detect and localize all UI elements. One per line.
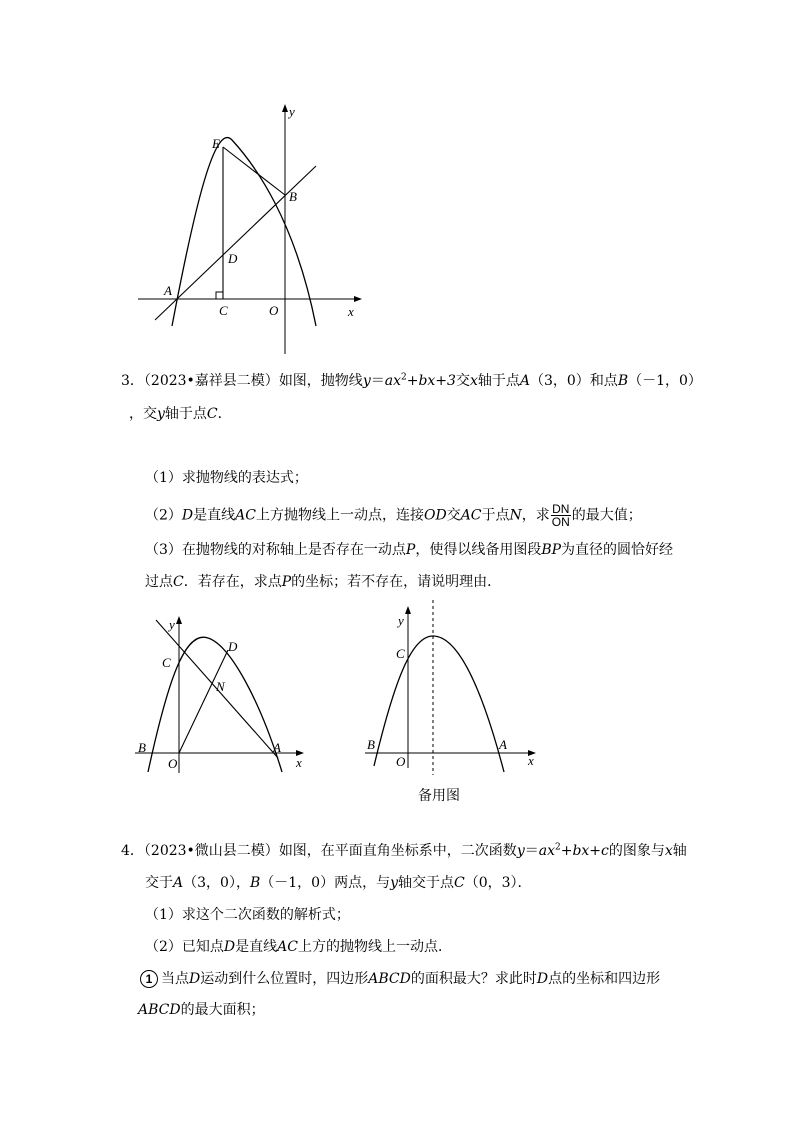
- figure-3-backup-diagram: [360, 598, 545, 775]
- problem-4-line-1: 4．（2023•微山县二模）如图，在平面直角坐标系中，二次函数$y=ax^2+bx+c$的图象与x轴: [121, 842, 687, 859]
- problem-3-question-2: （2）D是直线AC上方抛物线上一动点，连接OD交AC于点N，求 $\frac{DN}{ON}$ 的最大值；: [145, 502, 642, 529]
- y-axis-arrow: [176, 616, 182, 624]
- label-A: A: [499, 737, 507, 752]
- label-C: C: [162, 655, 171, 670]
- x-axis-arrow: [354, 296, 362, 302]
- parabola-curve: [172, 138, 316, 326]
- problem-3-question-1: （1）求抛物线的表达式；: [145, 470, 308, 486]
- label-y: y: [398, 613, 404, 628]
- problem-3-source: （2023•嘉祥县二模）: [143, 373, 279, 389]
- label-x: x: [348, 304, 354, 319]
- label-A: A: [273, 740, 281, 755]
- problem-4-question-1: （1）求这个二次函数的解析式；: [145, 907, 350, 923]
- label-O: O: [168, 756, 178, 771]
- label-y: y: [169, 617, 175, 632]
- problem-4-number: 4．: [121, 843, 144, 859]
- circled-number-1: 1: [140, 970, 158, 988]
- label-B: B: [289, 189, 297, 204]
- segment-OD: [179, 650, 228, 753]
- label-C: C: [396, 646, 405, 661]
- figure-1-parabola: [130, 100, 370, 360]
- problem-3-line-2: ，交y轴于点C．: [129, 406, 232, 422]
- right-angle-mark: [216, 292, 223, 299]
- parabola-curve: [374, 636, 504, 772]
- segment-EB: [223, 147, 285, 195]
- problem-4-line-2: 交于A（3，0），B（－1，0）两点，与y轴交于点C（0，3）．: [145, 875, 532, 891]
- label-D: D: [228, 251, 238, 266]
- y-axis-arrow: [282, 104, 288, 112]
- problem-3-number: 3．: [121, 373, 144, 389]
- problem-3-line-1: 3．（2023•嘉祥县二模）如图，抛物线$y=ax^2+bx+3$交x轴于点A（3，0）和点B（－1，0）: [121, 372, 702, 389]
- label-C: C: [219, 303, 228, 318]
- label-B: B: [367, 737, 375, 752]
- label-x: x: [296, 755, 302, 770]
- label-x: x: [528, 753, 534, 768]
- problem-4-subquestion-1: 1 当点D运动到什么位置时，四边形ABCD的面积最大？求此时D点的坐标和四边形: [140, 970, 660, 988]
- label-D: D: [228, 639, 238, 654]
- label-A: A: [164, 283, 172, 298]
- label-N: N: [216, 679, 225, 694]
- problem-4-source: （2023•微山县二模）: [143, 843, 279, 859]
- y-axis-arrow: [405, 606, 411, 614]
- label-E: E: [212, 136, 220, 151]
- label-O: O: [269, 303, 279, 318]
- figure-2-parabola-DN-ON: [130, 610, 315, 775]
- problem-3-question-3: （3）在抛物线的对称轴上是否存在一动点P，使得以线备用图段BP为直径的圆恰好经: [145, 542, 674, 558]
- label-O: O: [396, 754, 406, 769]
- figure-3-caption: 备用图: [418, 788, 460, 804]
- problem-3-question-3-line-2: 过点C．若存在，求点P的坐标；若不存在，请说明理由．: [145, 574, 502, 590]
- fraction-DN-ON: $\frac{DN}{ON}$: [551, 502, 570, 529]
- label-B: B: [138, 740, 146, 755]
- problem-4-question-2: （2）已知点D是直线AC上方的抛物线上一动点．: [145, 939, 452, 955]
- problem-4-subquestion-1-line-2: ABCD的最大面积；: [138, 1002, 265, 1018]
- label-y: y: [289, 104, 295, 119]
